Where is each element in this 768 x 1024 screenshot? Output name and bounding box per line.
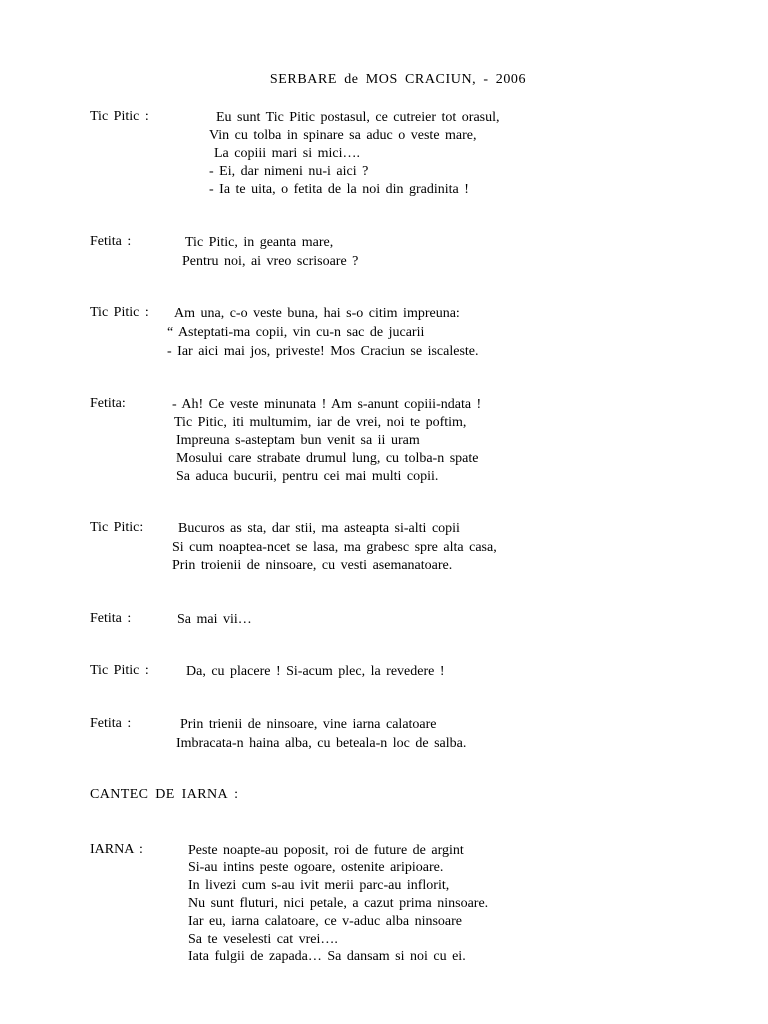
verse-line: Mosului care strabate drumul lung, cu tolba-n spate <box>176 451 479 466</box>
verse-line: Peste noapte-au poposit, roi de future de argint <box>188 843 464 858</box>
verse-line: Imbracata-n haina alba, cu beteala-n loc de salba. <box>176 736 467 751</box>
speaker-label: Tic Pitic : <box>90 305 149 320</box>
verse-line: Prin troienii de ninsoare, cu vesti asemanatoare. <box>172 558 453 573</box>
verse-line: Vin cu tolba in spinare sa aduc o veste mare, <box>209 128 477 143</box>
verse-line: Pentru noi, ai vreo scrisoare ? <box>182 254 359 269</box>
verse-line: Sa te veselesti cat vrei…. <box>188 932 338 947</box>
speaker-label: IARNA : <box>90 842 143 857</box>
verse-line: Sa aduca bucurii, pentru cei mai multi copii. <box>176 469 439 484</box>
speaker-label: Fetita: <box>90 396 126 411</box>
verse-line: “ Asteptati-ma copii, vin cu-n sac de jucarii <box>167 325 425 340</box>
verse-line: Si-au intins peste ogoare, ostenite aripioare. <box>188 860 444 875</box>
verse-line: Iata fulgii de zapada… Sa dansam si noi cu ei. <box>188 949 466 964</box>
speaker-label: Fetita : <box>90 611 132 626</box>
verse-line: Tic Pitic, iti multumim, iar de vrei, noi te poftim, <box>174 415 467 430</box>
speaker-label: Fetita : <box>90 234 132 249</box>
verse-line: - Ei, dar nimeni nu-i aici ? <box>209 164 369 179</box>
verse-line: In livezi cum s-au ivit merii parc-au inflorit, <box>188 878 450 893</box>
speaker-label: Fetita : <box>90 716 132 731</box>
verse-line: Bucuros as sta, dar stii, ma asteapta si-alti copii <box>178 521 460 536</box>
verse-line: - Ah! Ce veste minunata ! Am s-anunt copiii-ndata ! <box>172 397 482 412</box>
verse-line: - Ia te uita, o fetita de la noi din gradinita ! <box>209 182 469 197</box>
verse-line: Am una, c-o veste buna, hai s-o citim impreuna: <box>174 306 460 321</box>
speaker-label: Tic Pitic: <box>90 520 144 535</box>
verse-line: Nu sunt fluturi, nici petale, a cazut prima ninsoare. <box>188 896 489 911</box>
verse-line: Eu sunt Tic Pitic postasul, ce cutreier tot orasul, <box>216 110 500 125</box>
speaker-label: Tic Pitic : <box>90 663 149 678</box>
verse-line: Da, cu placere ! Si-acum plec, la revedere ! <box>186 664 445 679</box>
document-title: SERBARE de MOS CRACIUN, - 2006 <box>269 72 527 87</box>
speaker-label: Tic Pitic : <box>90 109 149 124</box>
verse-line: Iar eu, iarna calatoare, ce v-aduc alba ninsoare <box>188 914 463 929</box>
verse-line: Prin trienii de ninsoare, vine iarna calatoare <box>180 717 437 732</box>
verse-line: Si cum noaptea-ncet se lasa, ma grabesc spre alta casa, <box>172 540 497 555</box>
verse-line: Sa mai vii… <box>177 612 252 627</box>
verse-line: Impreuna s-asteptam bun venit sa ii uram <box>176 433 420 448</box>
verse-line: La copiii mari si mici…. <box>214 146 361 161</box>
verse-line: - Iar aici mai jos, priveste! Mos Craciun se iscaleste. <box>167 344 479 359</box>
song-heading: CANTEC DE IARNA : <box>90 787 239 802</box>
verse-line: Tic Pitic, in geanta mare, <box>185 235 334 250</box>
